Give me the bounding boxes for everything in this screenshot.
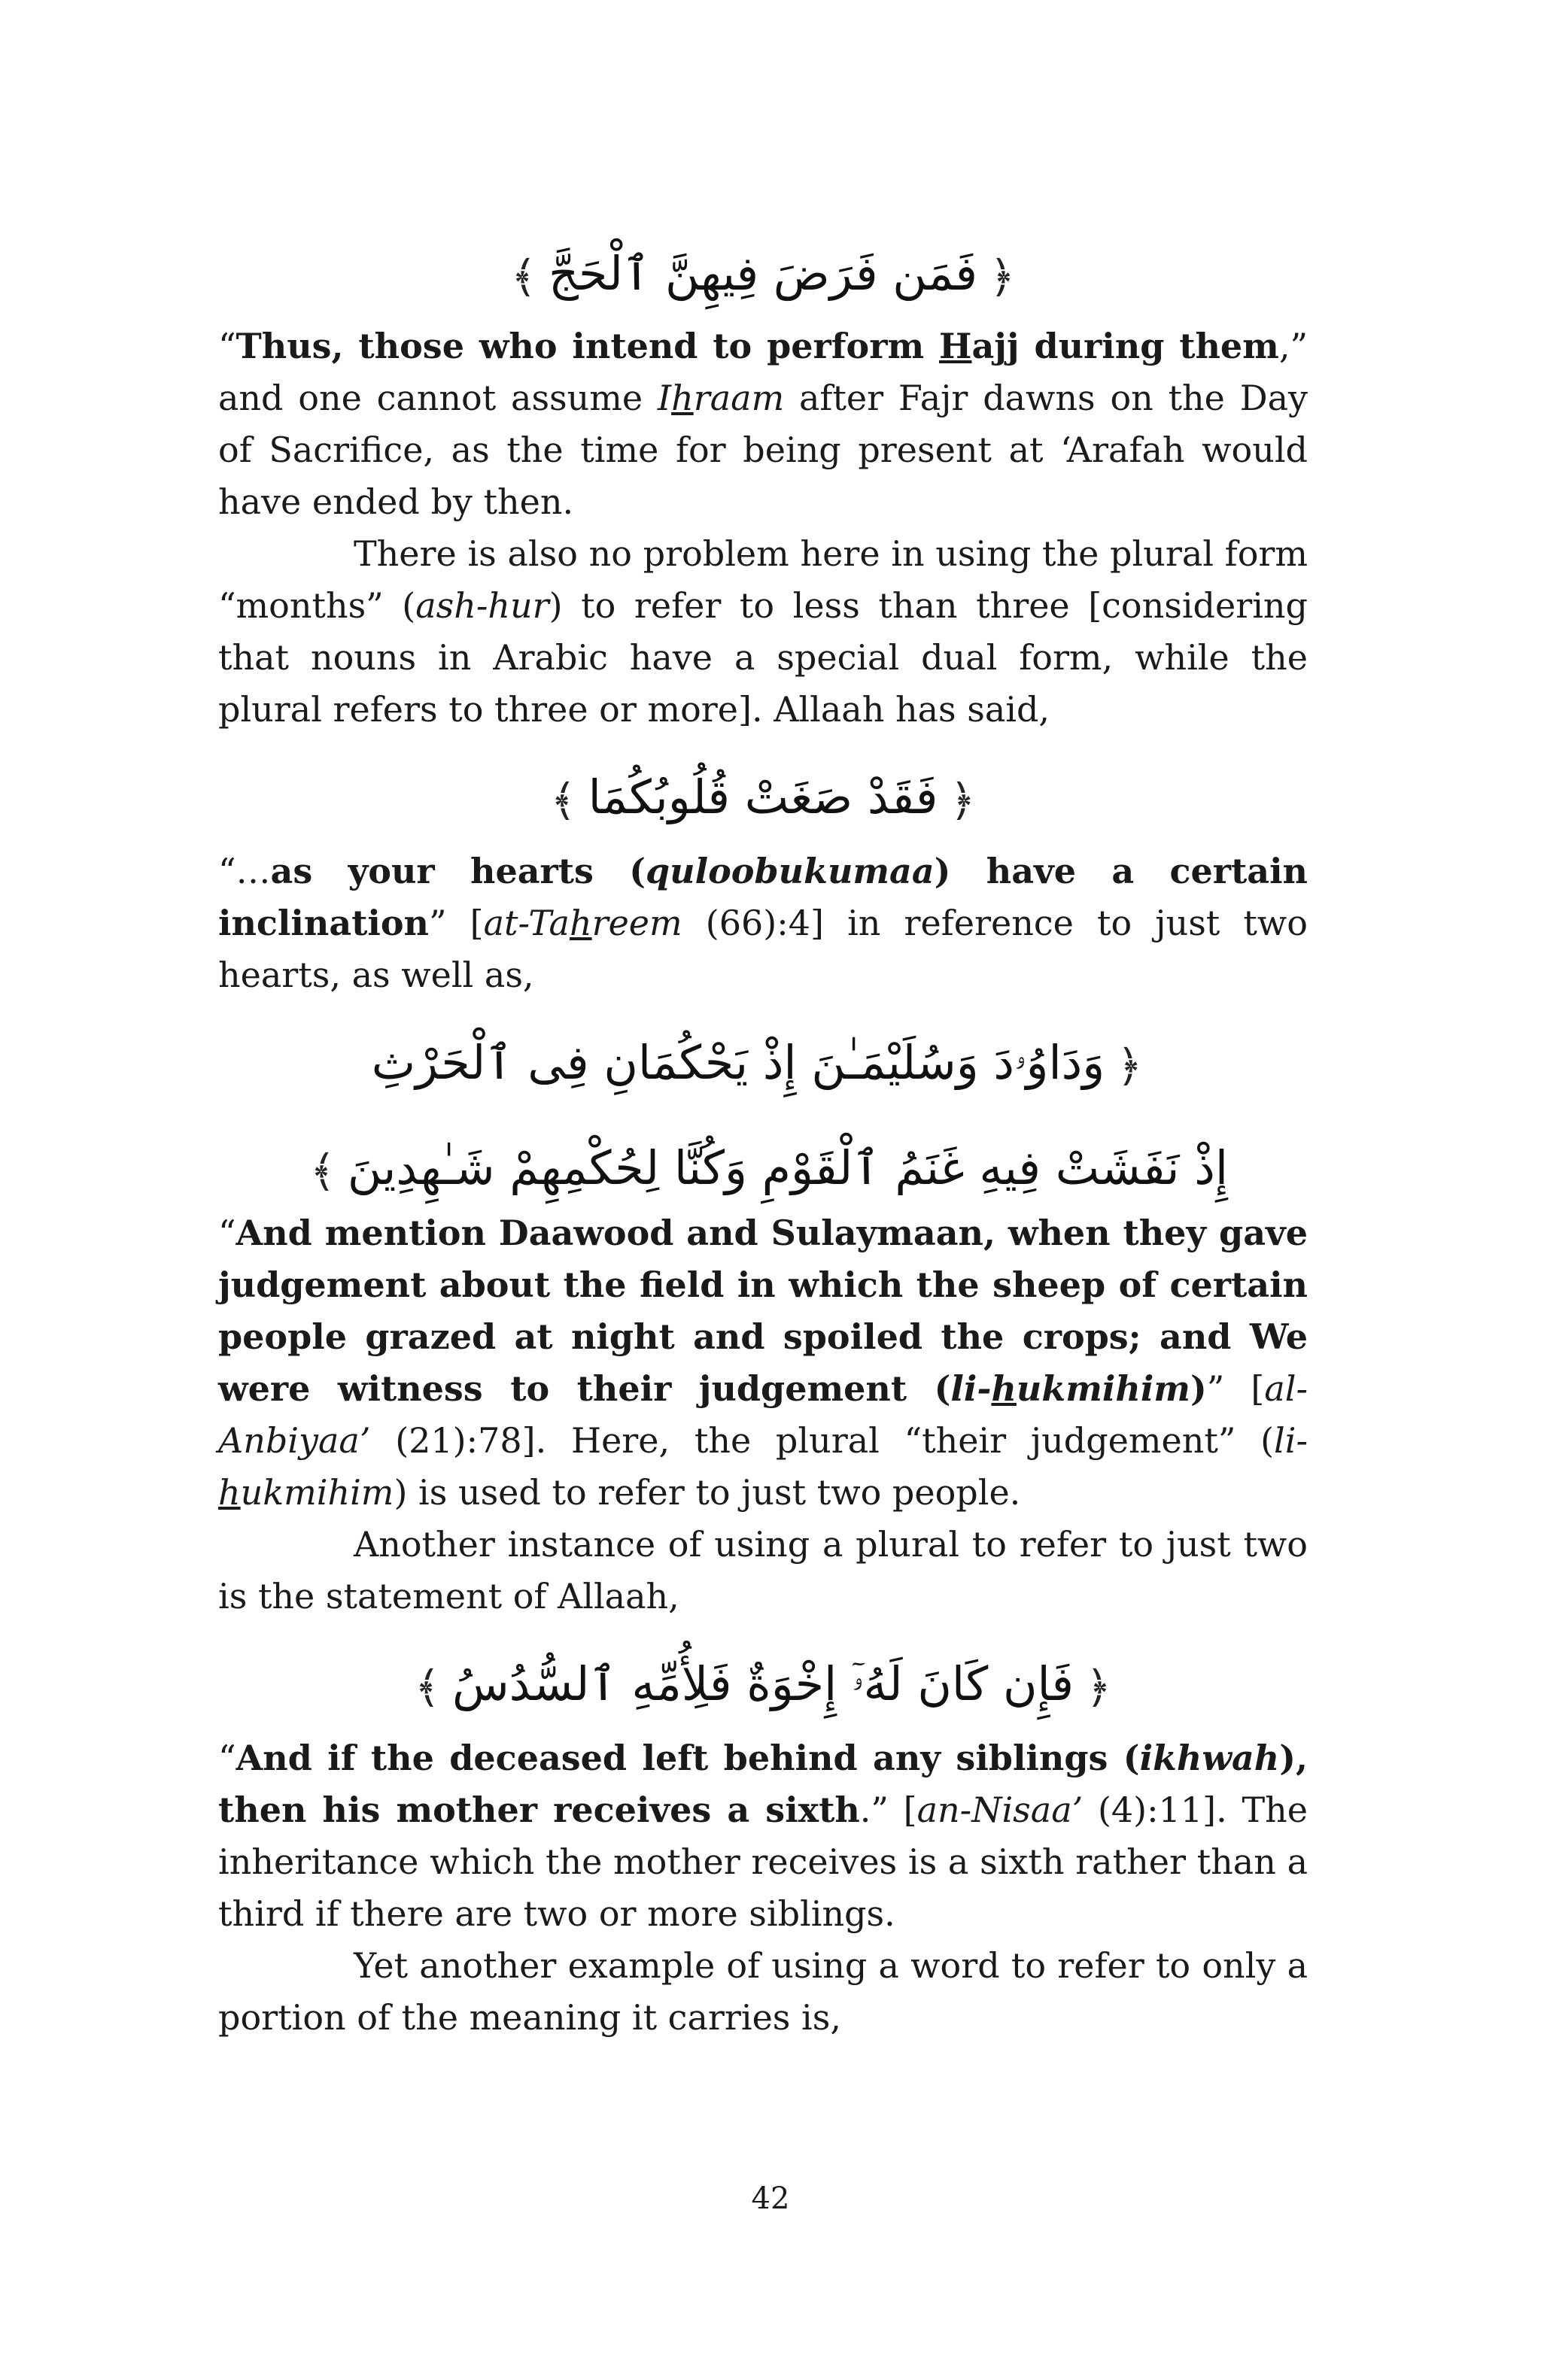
verse-text: فَقَدْ صَغَتْ قُلُوبُكُمَا xyxy=(588,769,938,824)
ornament-bracket-icon: ﴿ xyxy=(950,774,976,826)
ornament-bracket-icon: ﴾ xyxy=(309,1145,336,1197)
paragraph-4: “And mention Daawood and Sulaymaan, when they gave judgement about the field in which the sheep of certain people grazed at night and spoiled the crops; and We were witness to their judgement (li-hukmihim)” [al-Anbiyaa’ (21):78]. Here, the plural “their judgement” (li-hukmihim) is used to refer to just two people. xyxy=(218,1212,1308,1513)
page-body xyxy=(218,226,1308,2044)
paragraph-7: Yet another example of using a word to refer to only a portion of the meaning it carries is, xyxy=(218,1944,1308,2038)
paragraph-3: “…as your hearts (quloobukumaa) have a certain inclination” [at-Tahreem (66):4] in reference to just two hearts, as well as, xyxy=(218,850,1308,995)
quran-verse-4 xyxy=(218,1648,1308,1723)
quran-verse-3a xyxy=(218,1027,1308,1102)
paragraph-2: There is also no problem here in using the plural form “months” (ash-hur) to refer to less than three [considering that nouns in Arabic have a special dual form, while the plural refers to three or more]. Allaah has said, xyxy=(218,533,1308,730)
translation-bold: Thus, those who intend to perform Hajj during them xyxy=(236,325,1279,366)
paragraph-1: “Thus, those who intend to perform Hajj during them,” and one cannot assume Ihraam after Fajr dawns on the Day of Sacrifice, as the time for being present at ‘Arafah would have ended by then. xyxy=(218,325,1308,522)
citation-surah: at-Tahreem xyxy=(483,902,682,943)
quran-verse-3b xyxy=(218,1132,1308,1207)
verse-text: فَمَن فَرَضَ فِيهِنَّ ٱلْحَجَّ xyxy=(549,246,977,301)
ornament-bracket-icon: ﴾ xyxy=(414,1661,440,1713)
quran-verse-1 xyxy=(218,238,1308,313)
paragraph-6: “And if the deceased left behind any siblings (ikhwah), then his mother receives a sixth.” [an-Nisaa’ (4):11]. The inheritance which the mother receives is a sixth rather than a third if there are two or more siblings. xyxy=(218,1737,1308,1934)
ornament-bracket-icon: ﴾ xyxy=(550,774,576,826)
page-number: 42 xyxy=(751,2181,790,2216)
paragraph-5: Another instance of using a plural to refer to just two is the statement of Allaah, xyxy=(218,1523,1308,1617)
quran-verse-2 xyxy=(218,761,1308,836)
verse-text: فَإِن كَانَ لَهُۥٓ إِخْوَةٌ فَلِأُمِّهِ ٱلسُّدُسُ xyxy=(451,1656,1074,1711)
verse-text: وَدَاوُۥدَ وَسُلَيْمَـٰنَ إِذْ يَحْكُمَانِ فِى ٱلْحَرْثِ xyxy=(371,1034,1105,1090)
term-ash-hur: ash-hur xyxy=(415,584,549,626)
term-ihraam: Ihraam xyxy=(657,377,785,418)
ornament-bracket-icon: ﴿ xyxy=(989,250,1015,302)
ornament-bracket-icon: ﴾ xyxy=(511,250,536,302)
ornament-bracket-icon: ﴿ xyxy=(1086,1661,1112,1713)
verse-text: إِذْ نَفَشَتْ فِيهِ غَنَمُ ٱلْقَوْمِ وَكُنَّا لِحُكْمِهِمْ شَـٰهِدِينَ xyxy=(347,1140,1229,1195)
ornament-bracket-icon: ﴿ xyxy=(1117,1040,1143,1091)
